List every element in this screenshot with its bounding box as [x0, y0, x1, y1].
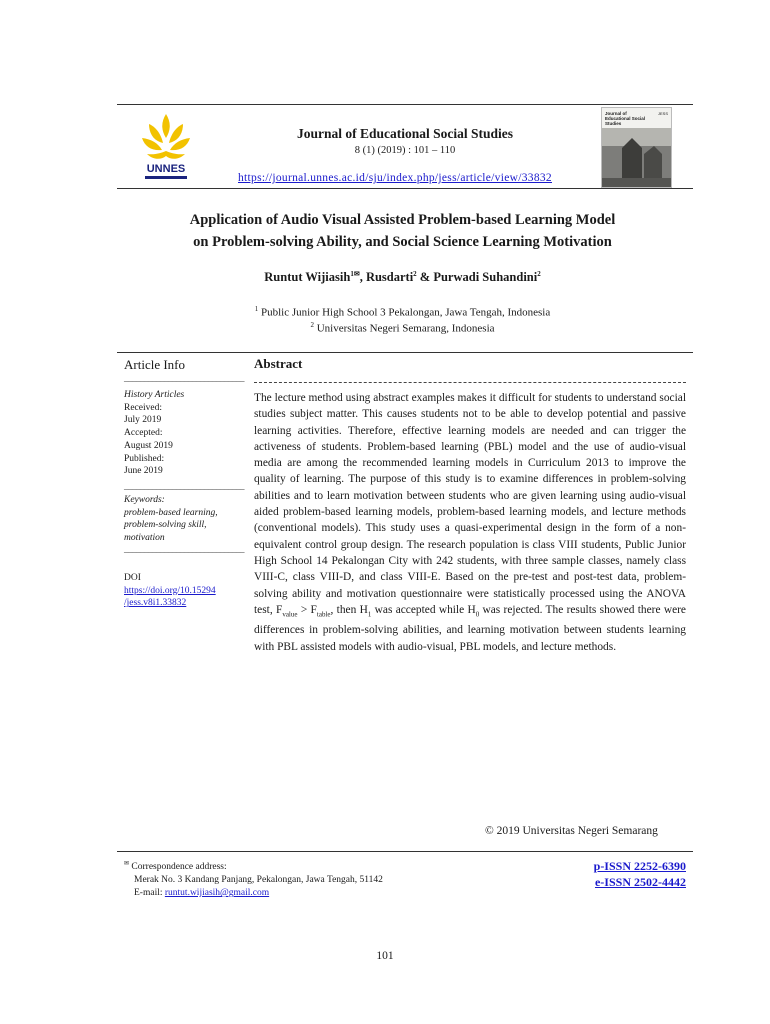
page-number: 101 — [376, 950, 394, 962]
doi-link-line-2[interactable]: /jess.v8i1.33832 — [124, 598, 187, 609]
affiliation-1-sup: 1 — [254, 305, 259, 313]
received-date: July 2019 — [124, 415, 162, 426]
paper-title-line-1: Application of Audio Visual Assisted Problem-based Learning Model — [189, 212, 616, 228]
doi-block — [124, 572, 249, 610]
journal-cover-image — [601, 107, 672, 188]
sub-table: table — [316, 610, 331, 619]
correspondence-mail-icon: ✉ — [124, 861, 130, 867]
sub-h0: 0 — [475, 610, 480, 619]
article-info-heading: Article Info — [124, 357, 186, 372]
abstract-part-2: > F — [297, 603, 317, 616]
paper-title-line-2: on Problem-solving Ability, and Social Science Learning Motivation — [193, 234, 612, 250]
divider: ______________________________ — [124, 373, 244, 383]
cover-issn: JESS — [657, 111, 668, 116]
received-label: Received: — [124, 402, 162, 413]
sub-h1: 1 — [367, 610, 372, 619]
abstract-part-5: was rejected. The results showed there were differences in problem-solving abilities, and learning motivation between students learning with PBL assisted models with audio-visual, PBL models, and lecture methods. — [254, 603, 686, 653]
history-label: History Articles — [124, 390, 185, 400]
correspondence-label: Correspondence address: — [129, 862, 227, 873]
header-top-rule — [117, 104, 693, 105]
e-issn[interactable]: e-ISSN 2502-4442 — [594, 875, 686, 889]
author-3-sup: 2 — [537, 270, 541, 278]
cover-photo-icon — [602, 108, 671, 187]
published-label: Published: — [124, 453, 165, 464]
email-label: E-mail: — [134, 888, 165, 899]
affiliation-2-text: Universitas Negeri Semarang, Indonesia — [313, 322, 495, 335]
abstract-text — [254, 390, 686, 655]
doi-label: DOI — [124, 573, 141, 583]
logo-text: UNNES — [146, 163, 186, 175]
abstract-rule — [254, 382, 686, 383]
divider: ______________________________ — [124, 481, 244, 491]
keywords-block — [124, 494, 244, 545]
copyright: © 2019 Universitas Negeri Semarang — [485, 825, 658, 837]
journal-volume: 8 (1) (2019) : 101 – 110 — [354, 145, 456, 156]
sub-value: value — [282, 610, 298, 619]
accepted-date: August 2019 — [124, 440, 173, 451]
author-2-sup: 2 — [413, 270, 417, 278]
abstract-part-4: was accepted while H — [371, 603, 476, 616]
author-1-sup: 1 — [350, 270, 354, 278]
mail-icon: ✉ — [353, 270, 360, 278]
keyword-3: motivation — [124, 533, 165, 544]
abstract-part-3: , then H — [330, 603, 368, 616]
abstract-heading: Abstract — [254, 356, 303, 371]
author-3: Purwadi Suhandini — [433, 270, 538, 285]
header-bottom-rule — [117, 188, 693, 189]
correspondence-block — [124, 858, 383, 900]
doi-link-line-1[interactable]: https://doi.org/10.15294 — [124, 585, 216, 596]
cover-title: Journal of Educational Social Studies — [605, 111, 646, 126]
divider: ______________________________ — [124, 544, 244, 554]
unnes-logo — [139, 110, 194, 186]
author-sep-1: , — [359, 270, 366, 285]
accepted-label: Accepted: — [124, 428, 163, 439]
author-sep-2: & — [416, 270, 434, 285]
email-link[interactable]: runtut.wijiasih@gmail.com — [164, 888, 270, 899]
keyword-2: problem-solving skill, — [124, 520, 207, 531]
author-1: Runtut Wijiasih — [264, 270, 351, 285]
affiliation-1 — [120, 305, 685, 319]
abstract-part-1: The lecture method using abstract examples makes it difficult for students to understand social studies subject matter. This causes students not to be able to develop potential and passive learning activities. Therefore, effective learning models are needed and can trigger the activeness of students. Problem-based learning (PBL) model and the use of audio-visual media are among the recommended learning models in Curriculum 2013 to improve the quality of learning. The purpose of this study is to examine differences in problem-solving abilities and to learn motivation between students who are given learning using audio-visual aided problem-based learning models, problem-based learning models, and lecture methods (conventional models). This study uses a quasi-experimental design in the form of a non-equivalent control group design. The research population is class VIII students, Public Junior High School 14 Pekalongan City with 242 students, with three sample classes, namely class VIII-C, class VIII-D, and class VIII-E. Based on the pre-test and post-test data, problem-solving ability and motivation questionnaire were statistically processed using the ANOVA test, F — [254, 392, 686, 616]
keywords-label: Keywords: — [124, 495, 165, 505]
keyword-1: problem-based learning, — [124, 507, 218, 518]
author-list — [120, 270, 685, 285]
journal-url-link[interactable]: https://journal.unnes.ac.id/sju/index.php/jess/article/view/33832 — [238, 172, 552, 184]
paper-title — [120, 209, 685, 253]
section-rule — [117, 352, 693, 353]
journal-title: Journal of Educational Social Studies — [296, 126, 514, 141]
affiliation-2-sup: 2 — [310, 321, 314, 329]
history-block — [124, 389, 244, 478]
affiliation-1-text: Public Junior High School 3 Pekalongan, Jawa Tengah, Indonesia — [258, 306, 551, 319]
affiliation-2 — [120, 321, 685, 335]
correspondence-address: Merak No. 3 Kandang Panjang, Pekalongan, Jawa Tengah, 51142 — [134, 875, 383, 886]
footer-rule — [117, 851, 693, 852]
published-date: June 2019 — [124, 466, 163, 477]
p-issn[interactable]: p-ISSN 2252-6390 — [593, 859, 686, 873]
author-2: Rusdarti — [365, 270, 414, 285]
